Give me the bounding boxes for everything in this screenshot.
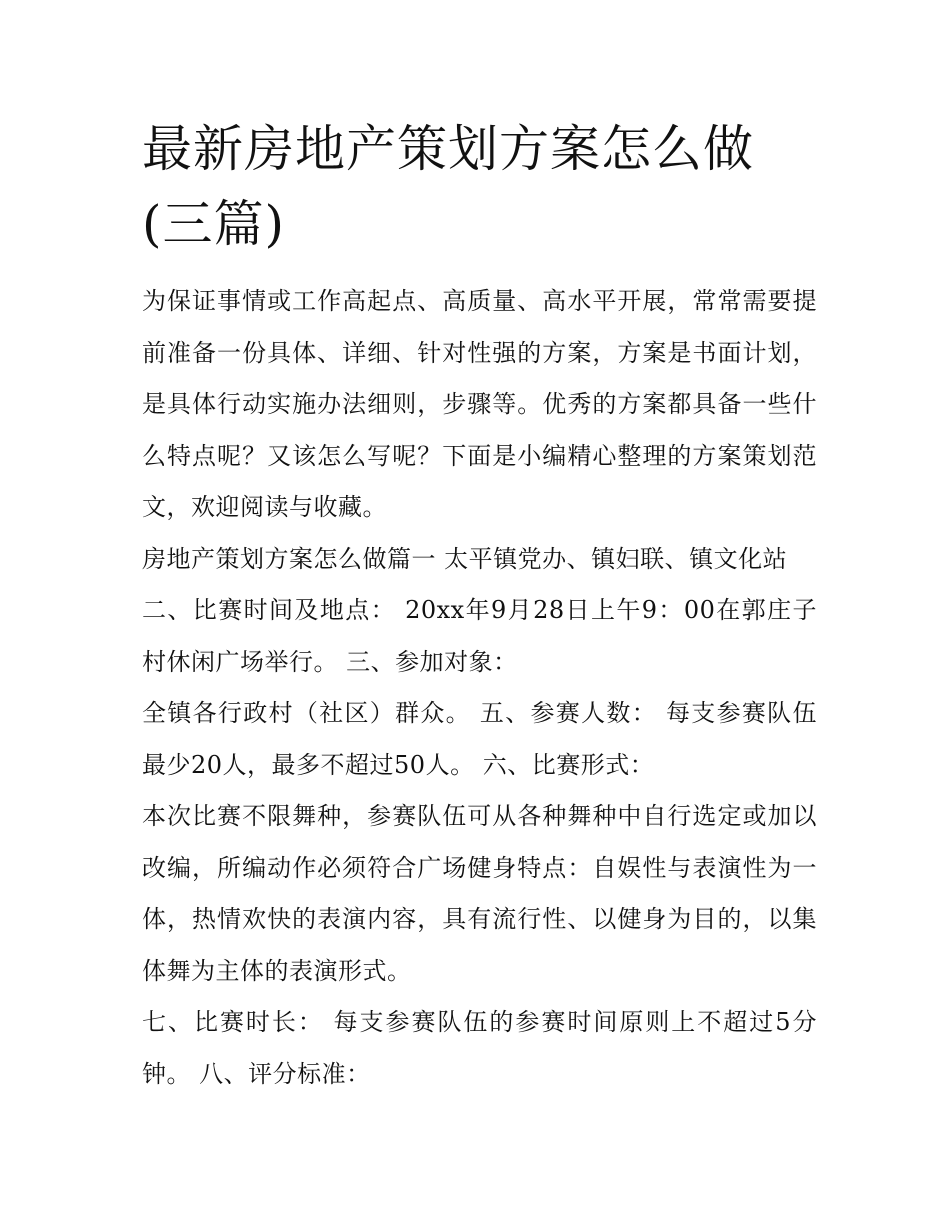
paragraph-competition-form: 本次比赛不限舞种，参赛队伍可从各种舞种中自行选定或加以改编，所编动作必须符合广场健身特点：自娱性与表演性为一体，热情欢快的表演内容，具有流行性、以健身为目的，以集体舞为主体的表演形式。 bbox=[142, 802, 817, 985]
paragraph-duration-scoring: 七、比赛时长： 每支参赛队伍的参赛时间原则上不超过5分钟。 八、评分标准： bbox=[142, 1008, 817, 1088]
document-title: 最新房地产策划方案怎么做(三篇) bbox=[142, 120, 754, 253]
document-page bbox=[142, 112, 817, 1100]
paragraph-organizers: 房地产策划方案怎么做篇一 太平镇党办、镇妇联、镇文化站 bbox=[142, 544, 788, 573]
paragraph-intro: 为保证事情或工作高起点、高质量、高水平开展，常常需要提前准备一份具体、详细、针对性强的方案，方案是书面计划，是具体行动实施办法细则，步骤等。优秀的方案都具备一些什么特点呢？又该怎么写呢？下面是小编精心整理的方案策划范文，欢迎阅读与收藏。 bbox=[142, 287, 817, 521]
paragraph-participants: 全镇各行政村（社区）群众。 五、参赛人数： 每支参赛队伍最少20人，最多不超过50人。 六、比赛形式： bbox=[142, 699, 817, 779]
paragraph-time-location: 二、比赛时间及地点： 20xx年9月28日上午9：00在郭庄子村休闲广场举行。 三、参加对象： bbox=[142, 596, 817, 676]
